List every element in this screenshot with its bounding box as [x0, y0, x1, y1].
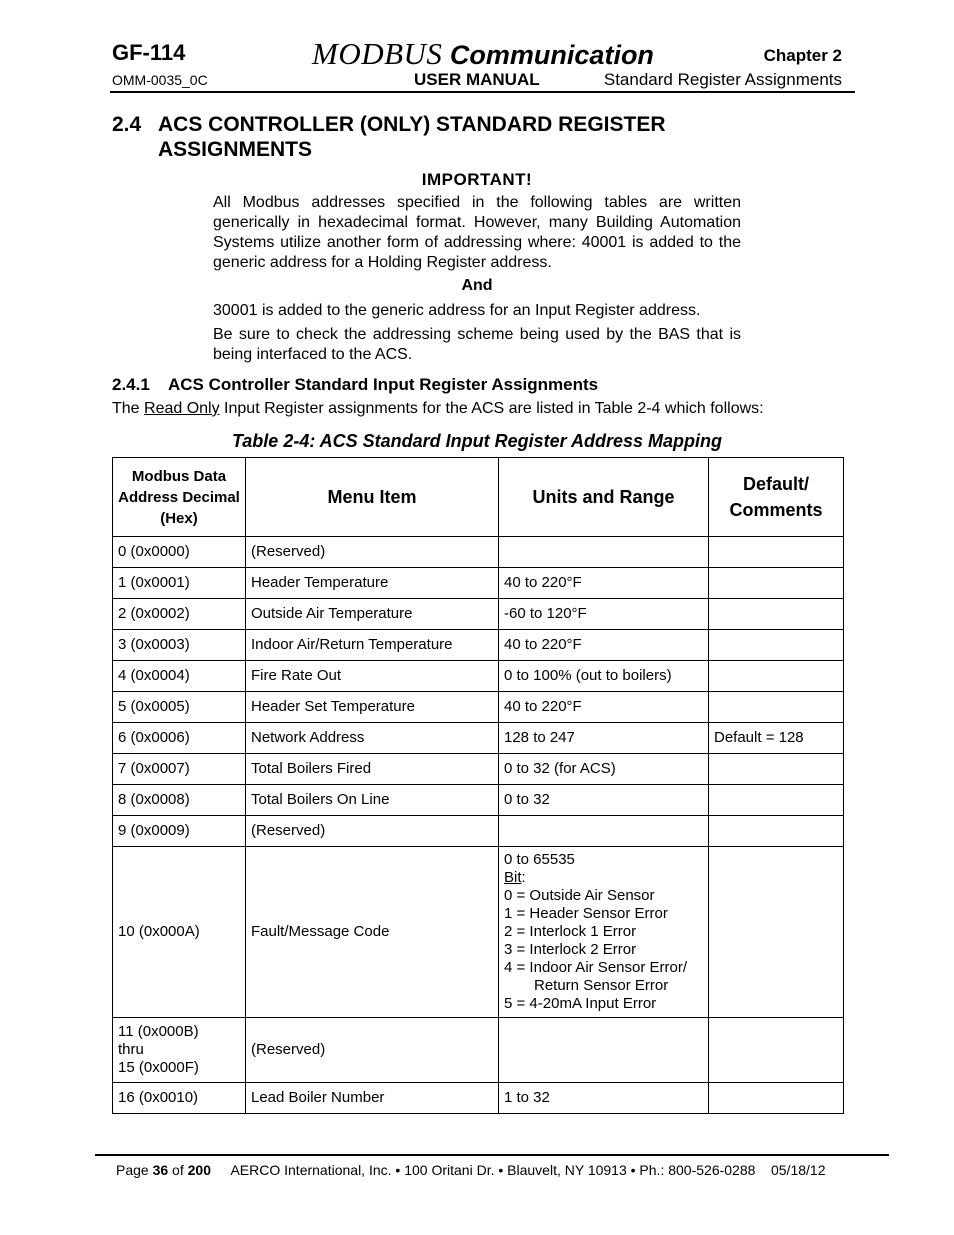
cell-address: 8 (0x0008)	[113, 785, 246, 816]
cell-menu-item: Total Boilers On Line	[246, 785, 499, 816]
table-row	[113, 537, 844, 568]
cell-address: 3 (0x0003)	[113, 630, 246, 661]
table-row	[113, 785, 844, 816]
cell-units-range: 40 to 220°F	[499, 568, 709, 599]
table-header-row	[113, 458, 844, 537]
section-title-line2: ASSIGNMENTS	[158, 138, 313, 161]
table-row	[113, 847, 844, 1018]
cell-menu-item: (Reserved)	[246, 537, 499, 568]
cell-address: 7 (0x0007)	[113, 754, 246, 785]
note-and: And	[461, 277, 493, 294]
cell-units-range: 128 to 247	[499, 723, 709, 754]
cell-address: 2 (0x0002)	[113, 599, 246, 630]
cell-units-range: 0 to 32 (for ACS)	[499, 754, 709, 785]
important-title: IMPORTANT!	[421, 170, 533, 189]
cell-units-range	[499, 1018, 709, 1083]
subsection-intro	[112, 400, 764, 418]
cell-menu-item: (Reserved)	[246, 1018, 499, 1083]
footer-date: 05/18/12	[770, 1162, 826, 1178]
cell-menu-item: Lead Boiler Number	[246, 1083, 499, 1114]
cell-address: 1 (0x0001)	[113, 568, 246, 599]
company-info: AERCO International, Inc. • 100 Oritani Dr. • Blauvelt, NY 10913 • Ph.: 800-526-0288	[230, 1162, 756, 1178]
table-row	[113, 661, 844, 692]
cell-units-range: 0 to 100% (out to boilers)	[499, 661, 709, 692]
header-divider	[110, 91, 855, 93]
cell-default	[709, 599, 844, 630]
table-caption: Table 2-4: ACS Standard Input Register Address Mapping	[231, 431, 723, 451]
fault-bit-label: Bit:	[504, 869, 526, 886]
cell-address: 16 (0x0010)	[113, 1083, 246, 1114]
cell-default	[709, 537, 844, 568]
subsection-number: 2.4.1	[112, 375, 150, 394]
cell-default	[709, 847, 844, 1018]
header-units-range: Units and Range	[499, 458, 709, 537]
footer-divider	[95, 1154, 889, 1156]
cell-address: 11 (0x000B) thru 15 (0x000F)	[113, 1018, 246, 1083]
table-row	[113, 754, 844, 785]
section-title-line1: ACS CONTROLLER (ONLY) STANDARD REGISTER	[158, 113, 666, 136]
cell-menu-item: (Reserved)	[246, 816, 499, 847]
cell-address: 4 (0x0004)	[113, 661, 246, 692]
subsection-heading	[112, 375, 598, 395]
cell-menu-item: Indoor Air/Return Temperature	[246, 630, 499, 661]
page-number: 36	[152, 1162, 169, 1178]
cell-menu-item: Header Temperature	[246, 568, 499, 599]
table-body	[113, 537, 844, 1114]
cell-units-range	[499, 816, 709, 847]
note-paragraph-3: Be sure to check the addressing scheme being used by the BAS that is being interfaced to the ACS.	[213, 326, 741, 363]
title-communication: Communication	[442, 40, 654, 70]
read-only-text: Read Only	[144, 400, 220, 417]
subsection-title: ACS Controller Standard Input Register Assignments	[168, 375, 599, 394]
cell-menu-item: Fault/Message Code	[246, 847, 499, 1018]
cell-units-range	[499, 847, 709, 1018]
table-row	[113, 723, 844, 754]
page-footer	[116, 1162, 825, 1178]
intro-text-start: The	[112, 400, 145, 417]
cell-menu-item: Outside Air Temperature	[246, 599, 499, 630]
of-label: of	[168, 1162, 188, 1178]
cell-units-range: 40 to 220°F	[499, 692, 709, 723]
cell-address: 6 (0x0006)	[113, 723, 246, 754]
cell-default	[709, 692, 844, 723]
cell-default	[709, 1083, 844, 1114]
cell-default	[709, 816, 844, 847]
header-address: Modbus Data Address Decimal (Hex)	[113, 458, 246, 537]
cell-default	[709, 785, 844, 816]
section-heading	[112, 112, 812, 162]
note-paragraph-1: All Modbus addresses specified in the following tables are written generically in hexadecimal format. However, many Building Automation Systems utilize another form of addressing where: 40001 is added to the generic address for a Holding Register address.	[213, 194, 741, 271]
page-total: 200	[187, 1162, 211, 1178]
table-row	[113, 692, 844, 723]
note-paragraph-2: 30001 is added to the generic address for an Input Register address.	[213, 302, 701, 319]
cell-default	[709, 661, 844, 692]
cell-address: 10 (0x000A)	[113, 847, 246, 1018]
table-row	[113, 1083, 844, 1114]
table-row	[113, 599, 844, 630]
cell-units-range: 0 to 32	[499, 785, 709, 816]
document-number: OMM-0035_0C	[112, 72, 208, 88]
section-label: Standard Register Assignments	[603, 70, 842, 89]
fault-bit-line: 5 = 4-20mA Input Error	[504, 995, 657, 1012]
section-number: 2.4	[112, 113, 142, 136]
fault-bit-line: 2 = Interlock 1 Error	[504, 923, 637, 940]
cell-default	[709, 1018, 844, 1083]
cell-menu-item: Header Set Temperature	[246, 692, 499, 723]
table-row	[113, 630, 844, 661]
header-menu-item: Menu Item	[246, 458, 499, 537]
fault-range: 0 to 65535	[504, 851, 575, 868]
fault-bit-line: Return Sensor Error	[534, 977, 669, 994]
cell-menu-item: Network Address	[246, 723, 499, 754]
table-row	[113, 568, 844, 599]
fault-bit-line: 0 = Outside Air Sensor	[504, 887, 655, 904]
cell-menu-item: Total Boilers Fired	[246, 754, 499, 785]
header-default-comments: Default/ Comments	[709, 458, 844, 537]
cell-address: 0 (0x0000)	[113, 537, 246, 568]
cell-default: Default = 128	[709, 723, 844, 754]
cell-default	[709, 630, 844, 661]
fault-bit-line: 3 = Interlock 2 Error	[504, 941, 637, 958]
register-table	[112, 457, 844, 1114]
cell-units-range: 1 to 32	[499, 1083, 709, 1114]
title-modbus: MODBUS	[312, 36, 443, 71]
cell-units-range	[499, 537, 709, 568]
page-label: Page	[116, 1162, 153, 1178]
cell-units-range: -60 to 120°F	[499, 599, 709, 630]
cell-default	[709, 568, 844, 599]
document-title	[312, 36, 654, 72]
fault-bit-line: 4 = Indoor Air Sensor Error/	[504, 959, 688, 976]
cell-address: 5 (0x0005)	[113, 692, 246, 723]
cell-units-range: 40 to 220°F	[499, 630, 709, 661]
chapter-label: Chapter 2	[763, 46, 842, 65]
bit-label-text: Bit	[504, 869, 522, 886]
table-row	[113, 816, 844, 847]
cell-menu-item: Fire Rate Out	[246, 661, 499, 692]
intro-text-end: Input Register assignments for the ACS are listed in Table 2-4 which follows:	[219, 400, 764, 417]
cell-default	[709, 754, 844, 785]
cell-address: 9 (0x0009)	[113, 816, 246, 847]
document-model: GF-114	[112, 40, 186, 65]
table-row	[113, 1018, 844, 1083]
fault-bit-line: 1 = Header Sensor Error	[504, 905, 668, 922]
manual-label: USER MANUAL	[414, 70, 540, 89]
